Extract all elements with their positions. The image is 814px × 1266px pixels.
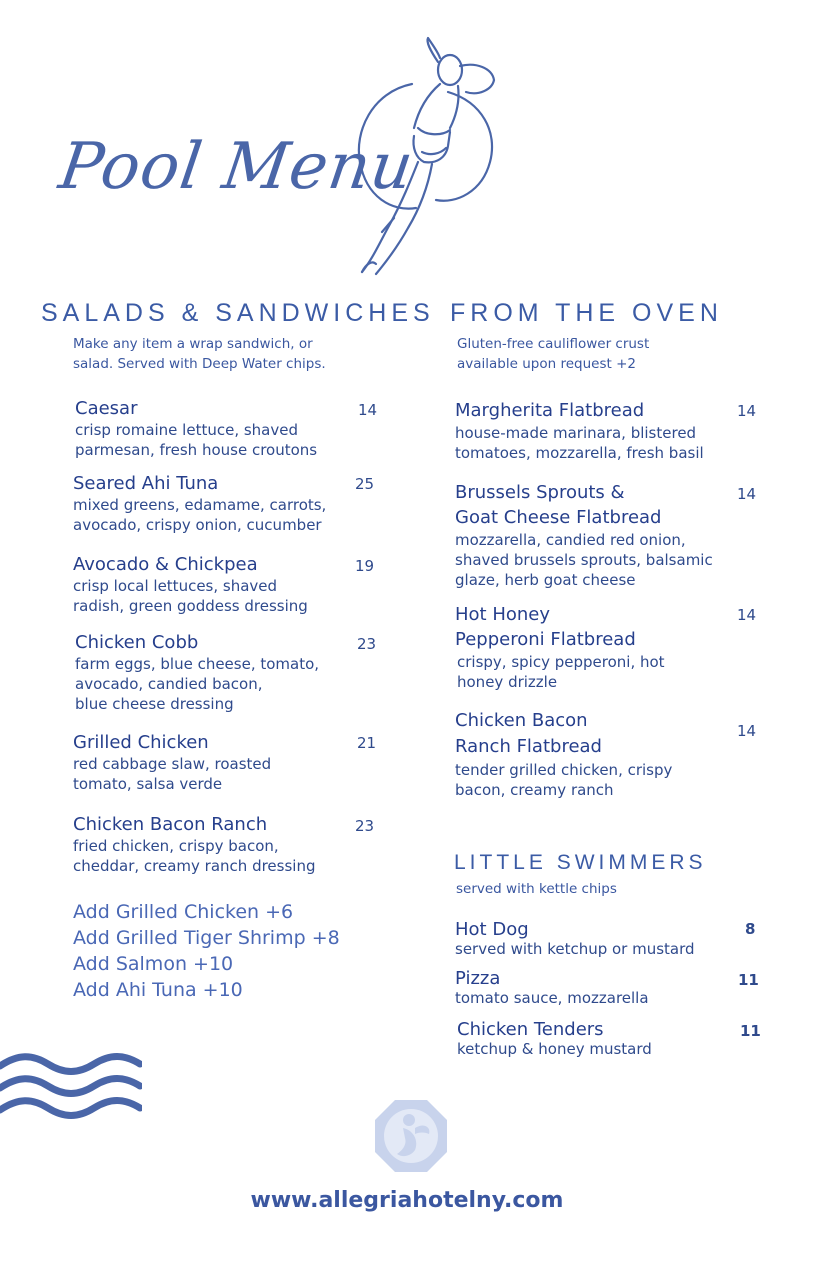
- kids-note: served with kettle chips: [456, 881, 617, 897]
- price-avocado-chickpea: 19: [355, 557, 375, 575]
- oven-note: Gluten-free cauliflower crust available upon request +2: [457, 336, 650, 372]
- price-margherita-flatbread: 14: [737, 402, 757, 420]
- menu-item-chicken-cobb: Chicken Cobb farm eggs, blue cheese, tomato, avocado, candied bacon, blue cheese dressing: [75, 632, 320, 713]
- addon-grilled-chicken: Add Grilled Chicken +6: [73, 901, 294, 923]
- waves-icon: [0, 1052, 142, 1122]
- price-pizza: 11: [738, 971, 759, 989]
- menu-item-hot-dog: Hot Dog served with ketchup or mustard: [455, 919, 695, 958]
- price-chicken-bacon-ranch-flatbread: 14: [737, 722, 757, 740]
- menu-item-avocado-chickpea: Avocado & Chickpea crisp local lettuces, shaved radish, green goddess dressing: [73, 554, 308, 615]
- menu-item-pizza: Pizza tomato sauce, mozzarella: [455, 968, 649, 1007]
- menu-item-margherita-flatbread: Margherita Flatbread house-made marinara, blistered tomatoes, mozzarella, fresh basil: [455, 400, 704, 462]
- kids-heading: LITTLE SWIMMERS: [454, 851, 707, 874]
- price-caesar: 14: [358, 401, 378, 419]
- price-brussels-sprouts-flatbread: 14: [737, 485, 757, 503]
- salads-note: Make any item a wrap sandwich, or salad. Served with Deep Water chips.: [73, 336, 326, 372]
- hotel-logo-icon: [373, 1098, 449, 1174]
- oven-heading: FROM THE OVEN: [450, 299, 723, 327]
- addon-salmon: Add Salmon +10: [73, 953, 234, 975]
- menu-item-brussels-sprouts-flatbread: Brussels Sprouts & Goat Cheese Flatbread mozzarella, candied red onion, shaved brussels sprouts, balsamic glaze, herb goat cheese: [455, 482, 713, 589]
- website-url[interactable]: www.allegriahotelny.com: [250, 1188, 564, 1213]
- menu-item-chicken-tenders: Chicken Tenders ketchup & honey mustard: [457, 1019, 652, 1058]
- menu-item-chicken-bacon-ranch: Chicken Bacon Ranch fried chicken, crispy bacon, cheddar, creamy ranch dressing: [73, 814, 316, 875]
- price-chicken-tenders: 11: [740, 1022, 761, 1040]
- menu-item-chicken-bacon-ranch-flatbread: Chicken Bacon Ranch Flatbread tender grilled chicken, crispy bacon, creamy ranch: [455, 710, 673, 799]
- menu-item-seared-ahi-tuna: Seared Ahi Tuna mixed greens, edamame, carrots, avocado, crispy onion, cucumber: [73, 473, 327, 534]
- swimmer-floatie-illustration-icon: [352, 32, 502, 278]
- price-seared-ahi-tuna: 25: [355, 475, 375, 493]
- price-hot-dog: 8: [745, 920, 756, 938]
- price-hot-honey-pepperoni-flatbread: 14: [737, 606, 757, 624]
- addon-grilled-tiger-shrimp: Add Grilled Tiger Shrimp +8: [73, 927, 340, 949]
- menu-item-hot-honey-pepperoni-flatbread: Hot Honey Pepperoni Flatbread crispy, spicy pepperoni, hot honey drizzle: [455, 604, 665, 691]
- price-chicken-cobb: 23: [357, 635, 377, 653]
- addon-ahi-tuna: Add Ahi Tuna +10: [73, 979, 243, 1001]
- menu-item-grilled-chicken: Grilled Chicken red cabbage slaw, roasted tomato, salsa verde: [73, 732, 272, 793]
- menu-title: Pool Menu: [54, 130, 419, 204]
- menu-item-caesar: Caesar crisp romaine lettuce, shaved parmesan, fresh house croutons: [75, 398, 318, 459]
- price-grilled-chicken: 21: [357, 734, 377, 752]
- salads-heading: SALADS & SANDWICHES: [41, 299, 435, 327]
- price-chicken-bacon-ranch: 23: [355, 817, 375, 835]
